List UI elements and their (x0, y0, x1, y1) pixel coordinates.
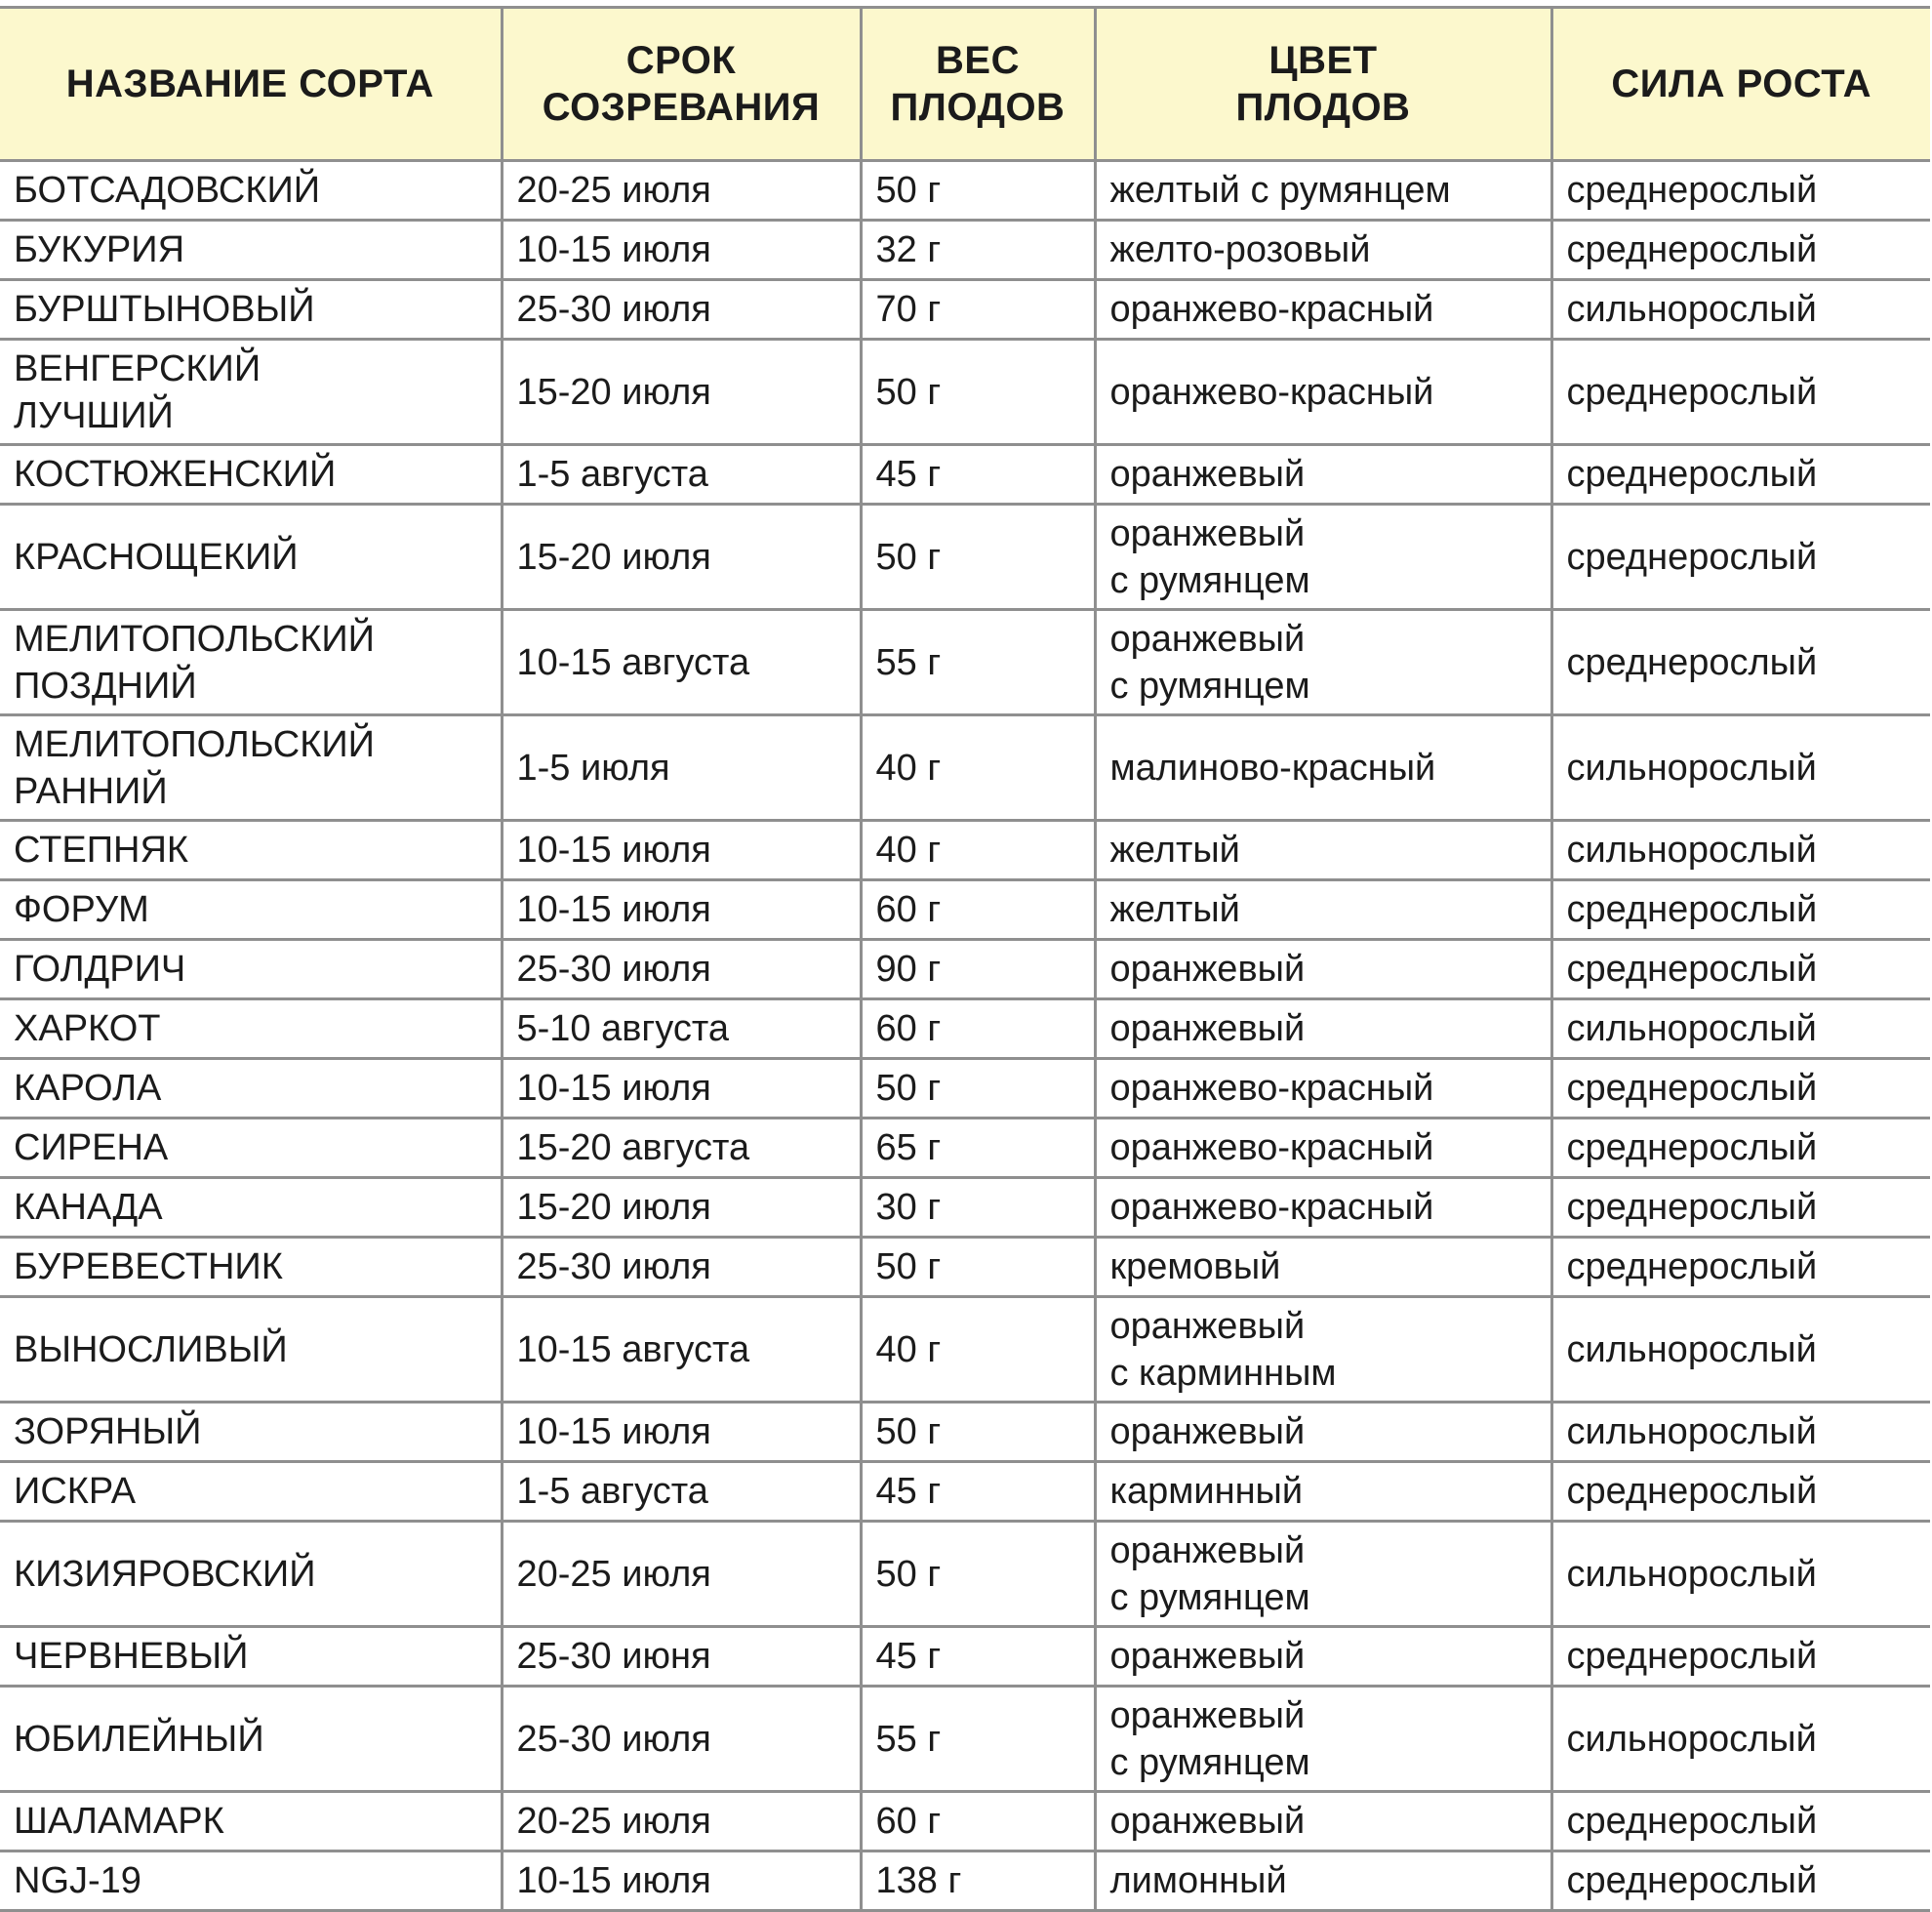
cell-fruit-color: оранжевый (1095, 1403, 1551, 1462)
cell-ripening-period: 5-10 августа (502, 999, 861, 1059)
cell-fruit-weight: 45 г (861, 1627, 1095, 1687)
cell-fruit-weight: 50 г (861, 161, 1095, 221)
cell-ripening-period: 25-30 июня (502, 1627, 861, 1687)
cell-growth-vigor: среднерослый (1551, 445, 1930, 505)
cell-fruit-color: оранжевый с румянцем (1095, 505, 1551, 610)
cell-growth-vigor: среднерослый (1551, 1178, 1930, 1238)
cell-ripening-period: 1-5 июля (502, 715, 861, 821)
table-row (0, 1522, 1930, 1627)
header-growth-vigor: СИЛА РОСТА (1551, 8, 1930, 161)
cell-ripening-period: 10-15 июля (502, 1851, 861, 1911)
cell-fruit-color: оранжевый (1095, 1792, 1551, 1851)
cell-fruit-weight: 55 г (861, 610, 1095, 715)
cell-growth-vigor: среднерослый (1551, 161, 1930, 221)
cell-ripening-period: 10-15 августа (502, 610, 861, 715)
cell-ripening-period: 10-15 июля (502, 221, 861, 280)
table-row (0, 1687, 1930, 1792)
cell-fruit-color: оранжево-красный (1095, 1119, 1551, 1178)
cell-variety-name: КАРОЛА (0, 1059, 502, 1119)
table-row (0, 505, 1930, 610)
cell-variety-name: СТЕПНЯК (0, 821, 502, 880)
cell-ripening-period: 20-25 июля (502, 161, 861, 221)
cell-variety-name: ЮБИЛЕЙНЫЙ (0, 1687, 502, 1792)
cell-fruit-weight: 45 г (861, 1462, 1095, 1522)
cell-fruit-color: оранжевый (1095, 940, 1551, 999)
cell-growth-vigor: сильнорослый (1551, 1522, 1930, 1627)
cell-fruit-color: оранжевый с румянцем (1095, 610, 1551, 715)
cell-ripening-period: 15-20 июля (502, 505, 861, 610)
table-body (0, 161, 1930, 1911)
cell-variety-name: ВЕНГЕРСКИЙ ЛУЧШИЙ (0, 340, 502, 445)
cell-fruit-color: кремовый (1095, 1238, 1551, 1297)
cell-fruit-color: оранжево-красный (1095, 1178, 1551, 1238)
cell-fruit-weight: 50 г (861, 1403, 1095, 1462)
cell-growth-vigor: сильнорослый (1551, 715, 1930, 821)
cell-fruit-color: малиново-красный (1095, 715, 1551, 821)
table-row (0, 221, 1930, 280)
cell-fruit-color: лимонный (1095, 1851, 1551, 1911)
cell-fruit-weight: 65 г (861, 1119, 1095, 1178)
cell-growth-vigor: среднерослый (1551, 1119, 1930, 1178)
header-fruit-weight: ВЕС ПЛОДОВ (861, 8, 1095, 161)
table-row (0, 1403, 1930, 1462)
cell-variety-name: ИСКРА (0, 1462, 502, 1522)
cell-growth-vigor: сильнорослый (1551, 280, 1930, 340)
cell-growth-vigor: среднерослый (1551, 610, 1930, 715)
cell-ripening-period: 10-15 июля (502, 880, 861, 940)
table-row (0, 1119, 1930, 1178)
cell-fruit-weight: 40 г (861, 715, 1095, 821)
cell-ripening-period: 25-30 июля (502, 1687, 861, 1792)
cell-variety-name: БУКУРИЯ (0, 221, 502, 280)
table-row (0, 940, 1930, 999)
cell-variety-name: ЗОРЯНЫЙ (0, 1403, 502, 1462)
table-row (0, 999, 1930, 1059)
cell-growth-vigor: среднерослый (1551, 940, 1930, 999)
cell-fruit-weight: 90 г (861, 940, 1095, 999)
cell-growth-vigor: среднерослый (1551, 1238, 1930, 1297)
cell-fruit-color: оранжево-красный (1095, 280, 1551, 340)
cell-ripening-period: 25-30 июля (502, 280, 861, 340)
cell-fruit-weight: 50 г (861, 505, 1095, 610)
table-row (0, 280, 1930, 340)
cell-variety-name: БУРЕВЕСТНИК (0, 1238, 502, 1297)
cell-ripening-period: 1-5 августа (502, 1462, 861, 1522)
cell-fruit-weight: 70 г (861, 280, 1095, 340)
table-header (0, 8, 1930, 161)
cell-growth-vigor: сильнорослый (1551, 999, 1930, 1059)
cell-ripening-period: 25-30 июля (502, 940, 861, 999)
cell-fruit-color: оранжево-красный (1095, 340, 1551, 445)
cell-variety-name: БУРШТЫНОВЫЙ (0, 280, 502, 340)
cell-growth-vigor: сильнорослый (1551, 1403, 1930, 1462)
cell-fruit-weight: 60 г (861, 880, 1095, 940)
cell-fruit-weight: 60 г (861, 1792, 1095, 1851)
cell-fruit-color: желтый с румянцем (1095, 161, 1551, 221)
cell-ripening-period: 10-15 августа (502, 1297, 861, 1403)
cell-fruit-weight: 138 г (861, 1851, 1095, 1911)
table-row (0, 1059, 1930, 1119)
table-row (0, 1297, 1930, 1403)
cell-growth-vigor: среднерослый (1551, 221, 1930, 280)
cell-fruit-color: оранжевый (1095, 1627, 1551, 1687)
cell-fruit-color: оранжевый с карминным (1095, 1297, 1551, 1403)
table-row (0, 880, 1930, 940)
cell-variety-name: КАНАДА (0, 1178, 502, 1238)
table-row (0, 1627, 1930, 1687)
cell-ripening-period: 10-15 июля (502, 1403, 861, 1462)
header-variety-name: НАЗВАНИЕ СОРТА (0, 8, 502, 161)
cell-ripening-period: 15-20 июля (502, 340, 861, 445)
cell-growth-vigor: среднерослый (1551, 1792, 1930, 1851)
cell-fruit-color: оранжевый с румянцем (1095, 1687, 1551, 1792)
cell-variety-name: NGJ-19 (0, 1851, 502, 1911)
cell-variety-name: ШАЛАМАРК (0, 1792, 502, 1851)
cell-variety-name: ЧЕРВНЕВЫЙ (0, 1627, 502, 1687)
cell-growth-vigor: среднерослый (1551, 340, 1930, 445)
cell-fruit-color: оранжевый (1095, 445, 1551, 505)
table-row (0, 1851, 1930, 1911)
cell-fruit-weight: 50 г (861, 340, 1095, 445)
cell-variety-name: КРАСНОЩЕКИЙ (0, 505, 502, 610)
cell-fruit-weight: 30 г (861, 1178, 1095, 1238)
cell-variety-name: КОСТЮЖЕНСКИЙ (0, 445, 502, 505)
cell-fruit-weight: 45 г (861, 445, 1095, 505)
cell-ripening-period: 1-5 августа (502, 445, 861, 505)
cell-fruit-color: карминный (1095, 1462, 1551, 1522)
table-row (0, 161, 1930, 221)
cell-growth-vigor: среднерослый (1551, 1462, 1930, 1522)
cell-variety-name: МЕЛИТОПОЛЬСКИЙ ПОЗДНИЙ (0, 610, 502, 715)
cell-fruit-color: оранжево-красный (1095, 1059, 1551, 1119)
cell-ripening-period: 20-25 июля (502, 1792, 861, 1851)
header-fruit-color: ЦВЕТ ПЛОДОВ (1095, 8, 1551, 161)
cell-ripening-period: 10-15 июля (502, 1059, 861, 1119)
cell-fruit-weight: 32 г (861, 221, 1095, 280)
cell-fruit-weight: 50 г (861, 1059, 1095, 1119)
cell-fruit-weight: 50 г (861, 1238, 1095, 1297)
cell-variety-name: БОТСАДОВСКИЙ (0, 161, 502, 221)
cell-growth-vigor: сильнорослый (1551, 1297, 1930, 1403)
table-row (0, 821, 1930, 880)
cell-fruit-color: оранжевый (1095, 999, 1551, 1059)
cell-growth-vigor: среднерослый (1551, 880, 1930, 940)
cell-fruit-color: оранжевый с румянцем (1095, 1522, 1551, 1627)
table-row (0, 1462, 1930, 1522)
cell-growth-vigor: сильнорослый (1551, 821, 1930, 880)
cell-variety-name: ВЫНОСЛИВЫЙ (0, 1297, 502, 1403)
table-row (0, 610, 1930, 715)
cell-variety-name: ФОРУМ (0, 880, 502, 940)
table-row (0, 1178, 1930, 1238)
cell-growth-vigor: среднерослый (1551, 1851, 1930, 1911)
cell-ripening-period: 25-30 июля (502, 1238, 861, 1297)
cell-variety-name: ГОЛДРИЧ (0, 940, 502, 999)
cell-fruit-color: желто-розовый (1095, 221, 1551, 280)
cell-fruit-weight: 60 г (861, 999, 1095, 1059)
cell-growth-vigor: среднерослый (1551, 505, 1930, 610)
cell-fruit-color: желтый (1095, 880, 1551, 940)
table-row (0, 1792, 1930, 1851)
header-row (0, 8, 1930, 161)
cell-growth-vigor: среднерослый (1551, 1059, 1930, 1119)
cell-fruit-weight: 55 г (861, 1687, 1095, 1792)
cell-ripening-period: 15-20 августа (502, 1119, 861, 1178)
apricot-varieties-table (0, 6, 1930, 1912)
cell-fruit-color: желтый (1095, 821, 1551, 880)
cell-variety-name: КИЗИЯРОВСКИЙ (0, 1522, 502, 1627)
header-ripening-period: СРОК СОЗРЕВАНИЯ (502, 8, 861, 161)
cell-fruit-weight: 40 г (861, 1297, 1095, 1403)
cell-variety-name: МЕЛИТОПОЛЬСКИЙ РАННИЙ (0, 715, 502, 821)
cell-variety-name: ХАРКОТ (0, 999, 502, 1059)
cell-fruit-weight: 50 г (861, 1522, 1095, 1627)
table-row (0, 715, 1930, 821)
cell-ripening-period: 10-15 июля (502, 821, 861, 880)
cell-growth-vigor: сильнорослый (1551, 1687, 1930, 1792)
cell-fruit-weight: 40 г (861, 821, 1095, 880)
cell-ripening-period: 20-25 июля (502, 1522, 861, 1627)
table-row (0, 1238, 1930, 1297)
cell-variety-name: СИРЕНА (0, 1119, 502, 1178)
cell-growth-vigor: среднерослый (1551, 1627, 1930, 1687)
table-row (0, 445, 1930, 505)
table-row (0, 340, 1930, 445)
cell-ripening-period: 15-20 июля (502, 1178, 861, 1238)
